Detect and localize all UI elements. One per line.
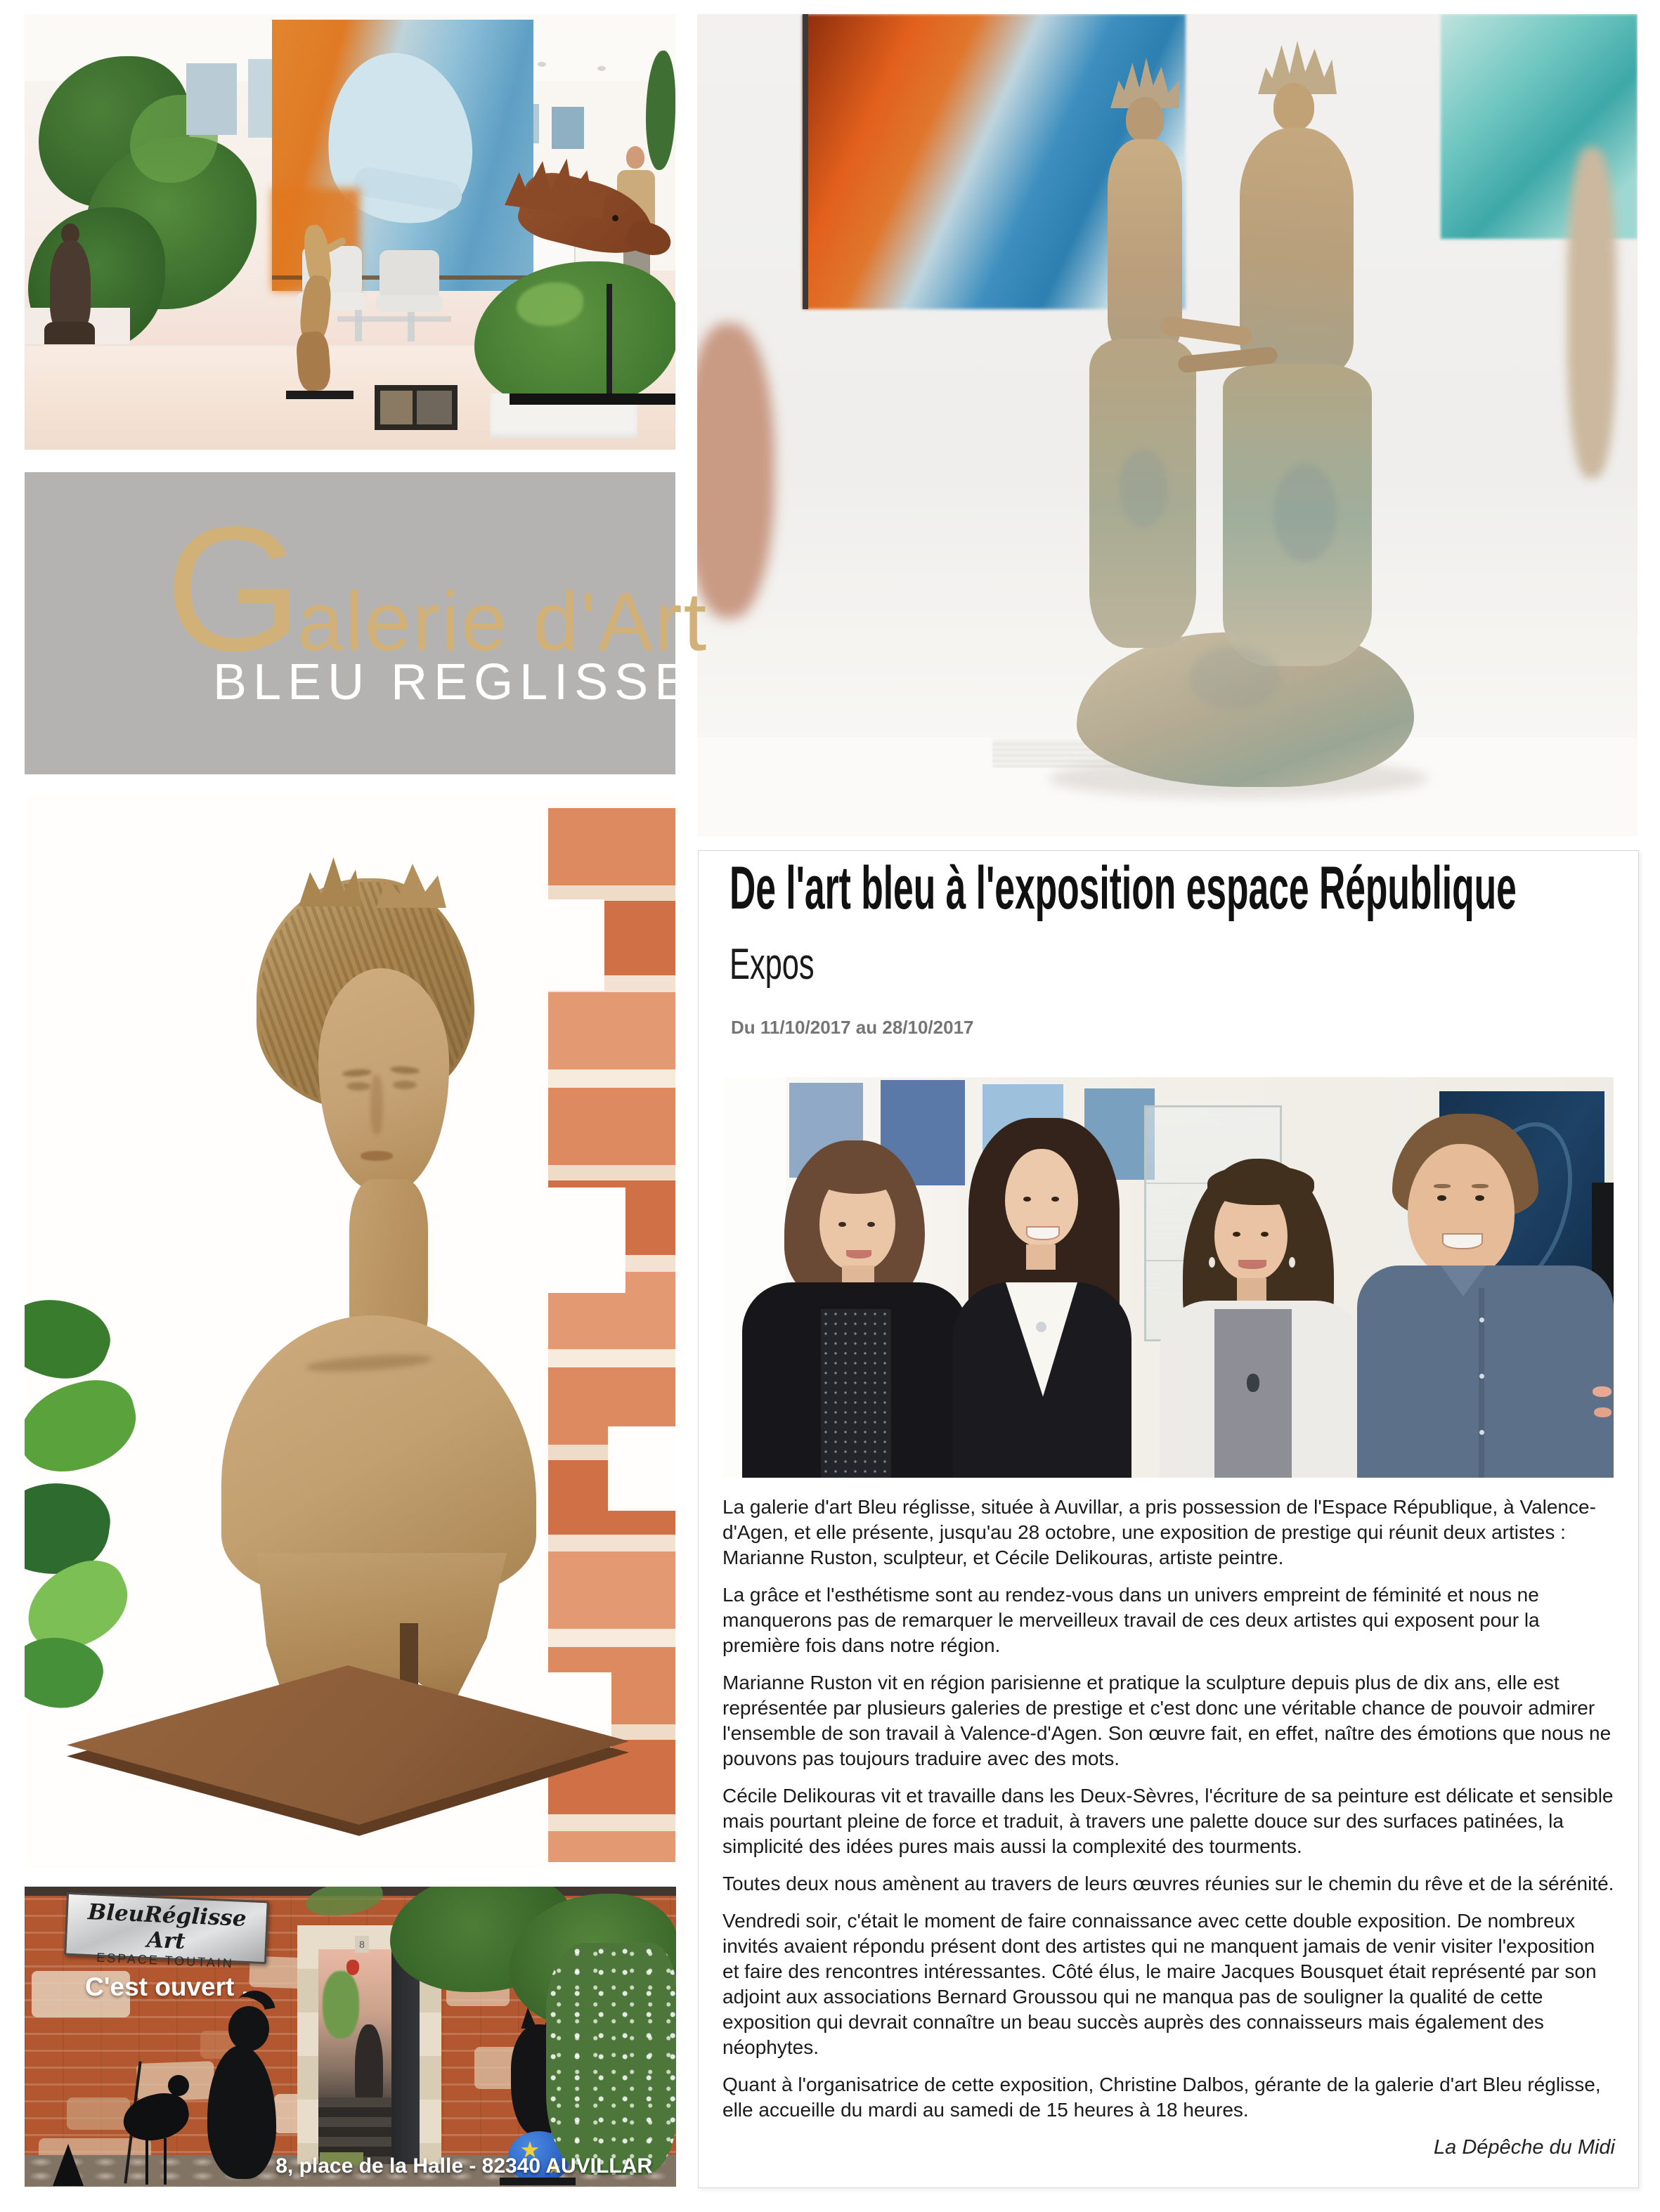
- horse-eye: [612, 215, 618, 221]
- man-smile: [1442, 1233, 1483, 1249]
- gallery-logo: [25, 472, 708, 774]
- article-paragraph: Marianne Ruston vit en région parisienne et pratique la sculpture depuis plus de dix ans, elle est représentée par plusieurs galeries de prestige et c'est donc une véritable chance de pouvoir admirer l'ensemble de son travail à Valence-d'Agen. Son œuvre fait, en effet, naître des émotions que nous ne pouvons pas toujours traduire avec des mots.: [722, 1672, 1612, 1769]
- blurred-sculpture-left: [697, 323, 774, 618]
- info-card-photo: [380, 391, 413, 424]
- photo-gallery-facade: [25, 1887, 676, 2187]
- man-eye: [1437, 1195, 1446, 1201]
- photo-vernissage-group: [722, 1077, 1614, 1478]
- bronze-figure-body: [50, 240, 91, 333]
- bust-eye-shadow: [393, 1081, 417, 1089]
- woman3-necklace-pendant: [1247, 1374, 1259, 1392]
- article-date-range: Du 11/10/2017 au 28/10/2017: [731, 1017, 974, 1038]
- bust-nose-shadow: [370, 1075, 383, 1134]
- patina-spot: [1119, 450, 1168, 527]
- bird-sculpture-head: [168, 2075, 189, 2096]
- article-paragraph: Cécile Delikouras vit et travaille dans les Deux-Sèvres, l'écriture de sa peinture est délicate et sensible mais pourtant pleine de force et traduit, à travers une palette douce sur des surfaces patinées, la simplicité des idées pures mais aussi la complexité des tourments.: [722, 1785, 1614, 1857]
- brick-gap: [548, 1188, 625, 1293]
- man-placket: [1479, 1288, 1484, 1478]
- far-painting: [552, 107, 584, 149]
- hand-at-edge: [1593, 1386, 1612, 1397]
- open-text: C'est ouvert ...: [85, 1972, 264, 2001]
- bust-eye-shadow: [346, 1082, 370, 1091]
- brick-gap: [608, 1426, 675, 1511]
- man-button: [1479, 1374, 1484, 1379]
- plant-leaf: [25, 1626, 110, 1719]
- article-body: [722, 1495, 1615, 2160]
- article-category: Expos: [730, 940, 815, 989]
- door-number-plaque: [355, 1936, 369, 1953]
- woman2-neck: [1026, 1244, 1056, 1270]
- wood-sculpture-segment: [295, 330, 332, 391]
- bust-hair-spike: [299, 857, 362, 906]
- sign-top-sprig: [304, 1887, 384, 1919]
- woman3-eye: [1233, 1232, 1240, 1237]
- woman1-pattern-blouse: [821, 1309, 891, 1478]
- woman1-smile: [846, 1250, 871, 1258]
- woman3-gray-top: [1214, 1309, 1292, 1478]
- article-paragraph: Toutes deux nous amènent au travers de leurs œuvres réunies sur le chemin du rêve et de la sérénité.: [722, 1873, 1614, 1894]
- woman3-neck: [1237, 1278, 1266, 1302]
- mortar-patch: [67, 2097, 130, 2130]
- article-paragraph: La galerie d'art Bleu réglisse, située à Auvillar, a pris possession de l'Espace République, à Valence-d'Agen, et elle présente, jusqu'au 28 octobre, une exposition de prestige qui réunit deux artistes : Marianne Ruston, sculpteur, et Cécile Delikouras, artiste peintre.: [722, 1496, 1596, 1568]
- door-number: 8: [359, 1939, 365, 1950]
- article-paragraph: La grâce et l'esthétisme sont au rendez-vous dans un univers empreint de féminité et nous ne manquerons pas de remarquer le merveilleux travail de ces deux artistes qui exposent pour la première fois dans notre région.: [722, 1584, 1540, 1656]
- woman2-smile: [1026, 1226, 1060, 1240]
- left-figure-head: [1126, 97, 1164, 142]
- brick-gap: [548, 899, 604, 991]
- ceiling-light: [597, 66, 606, 71]
- horse-stand: [607, 284, 612, 396]
- man-shirt: [1357, 1266, 1614, 1478]
- man-button: [1479, 1318, 1484, 1322]
- patina-spot: [1189, 646, 1280, 710]
- bust-lips: [361, 1151, 393, 1161]
- man-button: [1479, 1430, 1484, 1435]
- black-figure-body: [207, 2045, 276, 2179]
- easel-crossbar: [337, 316, 451, 322]
- article-panel: [698, 850, 1639, 2188]
- chair: [380, 250, 439, 299]
- photo-couple-sculpture: [697, 14, 1638, 836]
- man-brow: [1472, 1184, 1489, 1188]
- article-paragraph: Vendredi soir, c'était le moment de faire connaissance avec cette double exposition. De nombreux invités avaient répondu présent dont des artistes qui ne manquent jamais de venir visiter l'exposition et faire des rencontres intéressantes. Côté élus, le maire Jacques Bousquet était représenté par son adjoint aux associations Bernard Groussou qui ne manqua pas de souligner la qualité de cette exposition qui devrait connaître un beau succès auprès des connaisseurs mais également des néophytes.: [722, 1910, 1597, 2058]
- photo-clay-bust: [25, 794, 675, 1869]
- jasmine-vine: [546, 1943, 676, 2175]
- blurred-sculpture-right: [1567, 148, 1616, 478]
- bust-hair-spike: [376, 861, 446, 908]
- egg-base-plate: [500, 2178, 576, 2185]
- woman2-pendant: [1036, 1322, 1046, 1332]
- wood-sculpture-base: [286, 391, 354, 399]
- woman1-eye: [838, 1222, 846, 1227]
- wall-artwork: [186, 63, 237, 135]
- sign-subtitle: ESPACE TOUTAIN: [96, 1950, 235, 1971]
- info-card-photo: [417, 391, 452, 424]
- woman3-earring: [1289, 1257, 1295, 1268]
- visitor-head: [626, 146, 644, 169]
- black-figure-head: [228, 2006, 269, 2051]
- horse-base-plate: [510, 393, 675, 405]
- woman1-eye: [867, 1222, 875, 1227]
- woman2-eye: [1023, 1197, 1031, 1202]
- article-title: De l'art bleu à l'exposition espace République: [730, 854, 1517, 922]
- bird-sculpture-leg: [164, 2138, 167, 2185]
- woman3-earring: [1209, 1257, 1215, 1268]
- bird-sculpture-leg: [145, 2137, 148, 2185]
- woman3-bangs: [1207, 1166, 1314, 1205]
- woman2-eye: [1051, 1197, 1059, 1202]
- article-signature: La Dépêche du Midi: [1434, 2136, 1615, 2159]
- woman3-smile: [1238, 1260, 1266, 1269]
- interior-red-lamp: [346, 1960, 359, 1975]
- logo-title: Galerie d'Art: [165, 490, 708, 688]
- article-paragraph: Quant à l'organisatrice de cette exposition, Christine Dalbos, gérante de la galerie d'art Bleu réglisse, elle accueille du mardi au samedi de 15 heures à 18 heures.: [722, 2074, 1601, 2121]
- gallery-sign: [64, 1892, 269, 1971]
- logo-subtitle: BLEU REGLISSE: [213, 654, 695, 710]
- man-eye: [1475, 1195, 1484, 1201]
- door-leaf: [391, 1949, 420, 2164]
- man-brow: [1434, 1184, 1451, 1188]
- address-text: 8, place de la Halle - 82340 AUVILLAR: [275, 2154, 652, 2178]
- sign-title: BleuRéglisse Art: [87, 1899, 247, 1955]
- ceiling-light: [538, 62, 546, 67]
- patina-spot: [1273, 464, 1337, 562]
- plant-leaf: [25, 1284, 119, 1393]
- woman1-fringe: [811, 1153, 904, 1194]
- abstract-painting-left-frame: [803, 14, 808, 309]
- right-figure-torso: [1240, 128, 1354, 375]
- hand-at-edge: [1594, 1407, 1612, 1417]
- right-figure-head: [1273, 83, 1314, 131]
- photo-gallery-interior: [25, 14, 675, 450]
- woman3-eye: [1261, 1232, 1269, 1237]
- interior-plant: [323, 1971, 359, 2038]
- man-face: [1408, 1144, 1515, 1276]
- chair-seat: [376, 295, 443, 312]
- plant-leaf: [25, 1371, 145, 1482]
